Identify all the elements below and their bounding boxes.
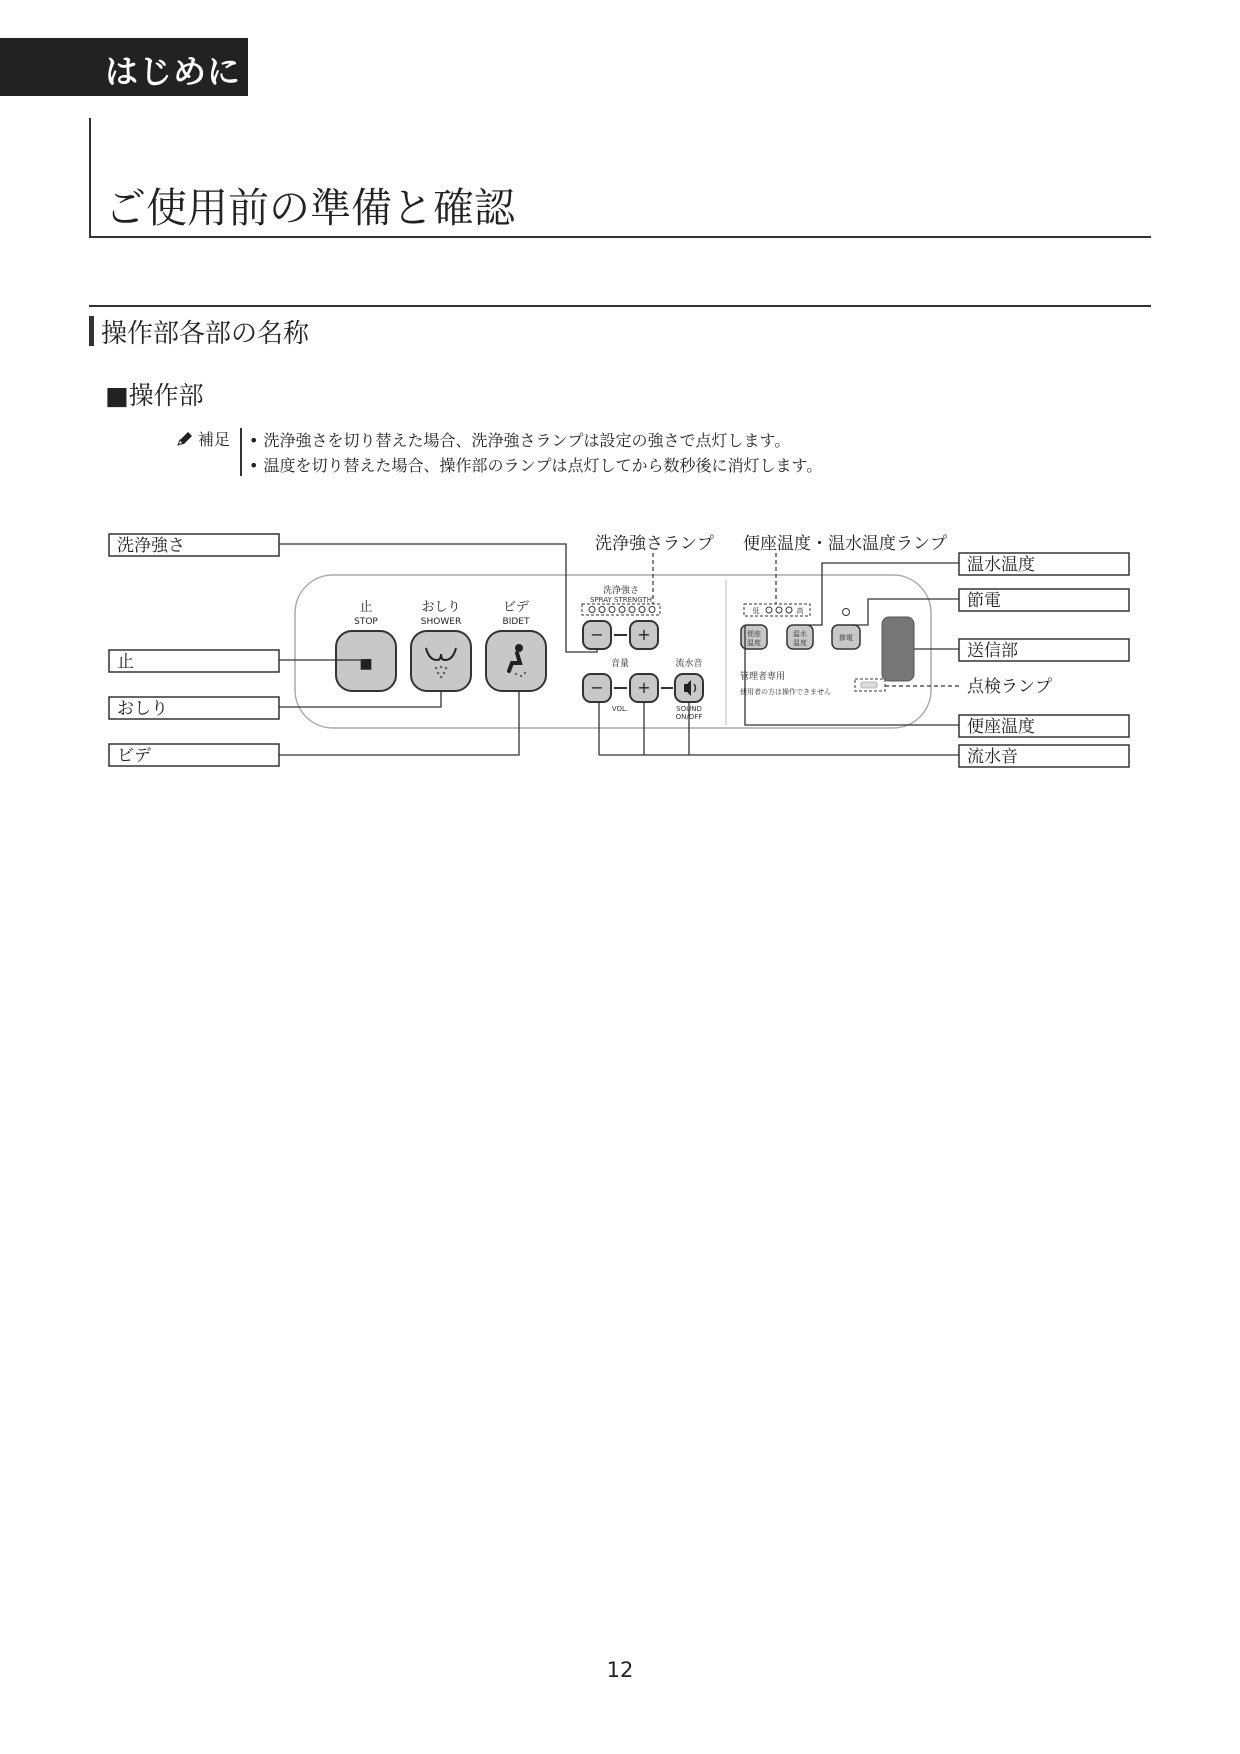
note-label-text: 補足 bbox=[198, 430, 231, 449]
section-rule bbox=[89, 305, 1151, 307]
callout-spray-strength bbox=[109, 534, 279, 556]
page-number: 12 bbox=[606, 1658, 634, 1682]
check-lamp bbox=[861, 682, 877, 688]
title-rule-vertical bbox=[89, 118, 91, 236]
callout-transmitter bbox=[959, 639, 1129, 661]
minus-icon: − bbox=[590, 678, 604, 697]
plus-icon: + bbox=[637, 625, 651, 644]
volume-plus-button[interactable] bbox=[630, 674, 658, 702]
svg-text:温水温度: 温水温度 bbox=[967, 555, 1035, 575]
bidet-en-label: BIDET bbox=[502, 617, 530, 627]
callout-bidet bbox=[109, 744, 279, 766]
svg-text:送信部: 送信部 bbox=[967, 641, 1018, 661]
chapter-tab-label: はじめに bbox=[105, 52, 241, 91]
power-save-lamp bbox=[843, 609, 850, 616]
subsection-title: ■操作部 bbox=[105, 381, 204, 410]
volume-minus-button[interactable] bbox=[583, 674, 611, 702]
minus-icon: − bbox=[590, 625, 604, 644]
spray-minus-button[interactable] bbox=[583, 621, 611, 649]
spray-en-label: SPRAY STRENGTH bbox=[590, 596, 652, 604]
svg-text:おしり: おしり bbox=[117, 699, 168, 719]
svg-text:便座温度: 便座温度 bbox=[967, 717, 1035, 737]
spray-plus-button[interactable] bbox=[630, 621, 658, 649]
callout-shower bbox=[109, 697, 279, 719]
pencil-icon bbox=[176, 431, 194, 447]
admin-title: 管理者専用 bbox=[740, 672, 786, 682]
volume-jp-label: 音量 bbox=[610, 659, 630, 669]
power-save-button[interactable] bbox=[832, 625, 860, 649]
callout-seat-temp bbox=[959, 715, 1129, 737]
water-temp-button[interactable] bbox=[787, 625, 813, 649]
callout-flush-sound bbox=[959, 745, 1129, 767]
seat-btn-label-1: 便座 bbox=[747, 630, 761, 638]
admin-note: 使用者の方は操作できません bbox=[740, 688, 831, 696]
stop-jp-label: 止 bbox=[359, 600, 373, 615]
chapter-tab bbox=[0, 38, 248, 96]
low-label: 低 bbox=[752, 607, 760, 615]
transmitter-window bbox=[882, 617, 914, 681]
svg-text:止: 止 bbox=[117, 652, 134, 672]
svg-text:流水音: 流水音 bbox=[967, 747, 1018, 767]
stop-en-label: STOP bbox=[354, 617, 378, 627]
water-btn-label-2: 温度 bbox=[793, 639, 807, 647]
note-label bbox=[176, 427, 230, 450]
flush-sound-button[interactable] bbox=[675, 674, 703, 702]
callout-stop bbox=[109, 650, 279, 672]
stop-button[interactable] bbox=[336, 631, 396, 691]
sound-en-label-1: SOUND bbox=[676, 705, 702, 713]
sound-jp-label: 流水音 bbox=[675, 659, 703, 669]
bidet-jp-label: ビデ bbox=[502, 600, 530, 615]
note-divider bbox=[240, 428, 242, 476]
seat-btn-label-2: 温度 bbox=[747, 639, 761, 647]
water-btn-label-1: 温水 bbox=[793, 630, 807, 638]
save-btn-label: 節電 bbox=[839, 634, 853, 642]
control-panel-diagram bbox=[0, 520, 1240, 780]
section-marker bbox=[89, 316, 94, 346]
callout-check-lamp: 点検ランプ bbox=[967, 677, 1052, 697]
callout-water-temp bbox=[959, 553, 1129, 575]
title-rule-horizontal bbox=[89, 236, 1151, 238]
svg-text:ビデ: ビデ bbox=[117, 746, 151, 766]
plus-icon: + bbox=[637, 678, 651, 697]
volume-en-label: VOL. bbox=[611, 705, 629, 713]
high-label: 高 bbox=[796, 607, 804, 615]
shower-jp-label: おしり bbox=[421, 600, 461, 615]
page-title: ご使用前の準備と確認 bbox=[105, 184, 515, 232]
callout-power-save bbox=[959, 589, 1129, 611]
bidet-button[interactable] bbox=[486, 631, 546, 691]
spray-jp-label: 洗浄強さ bbox=[602, 586, 640, 596]
svg-text:節電: 節電 bbox=[967, 591, 1001, 611]
callout-temp-lamp: 便座温度・温水温度ランプ bbox=[743, 534, 947, 554]
sound-en-label-2: ON/OFF bbox=[675, 713, 703, 721]
note-line: • 温度を切り替えた場合、操作部のランプは点灯してから数秒後に消灯します。 bbox=[249, 456, 823, 475]
callout-spray-lamp: 洗浄強さランプ bbox=[595, 534, 714, 554]
shower-en-label: SHOWER bbox=[420, 617, 462, 627]
section-title: 操作部各部の名称 bbox=[101, 319, 310, 349]
stop-icon: ■ bbox=[359, 656, 373, 672]
temp-lamps bbox=[766, 607, 792, 613]
svg-text:洗浄強さ: 洗浄強さ bbox=[117, 536, 185, 556]
note-line: • 洗浄強さを切り替えた場合、洗浄強さランプは設定の強さで点灯します。 bbox=[249, 431, 791, 450]
shower-button[interactable] bbox=[411, 631, 471, 691]
